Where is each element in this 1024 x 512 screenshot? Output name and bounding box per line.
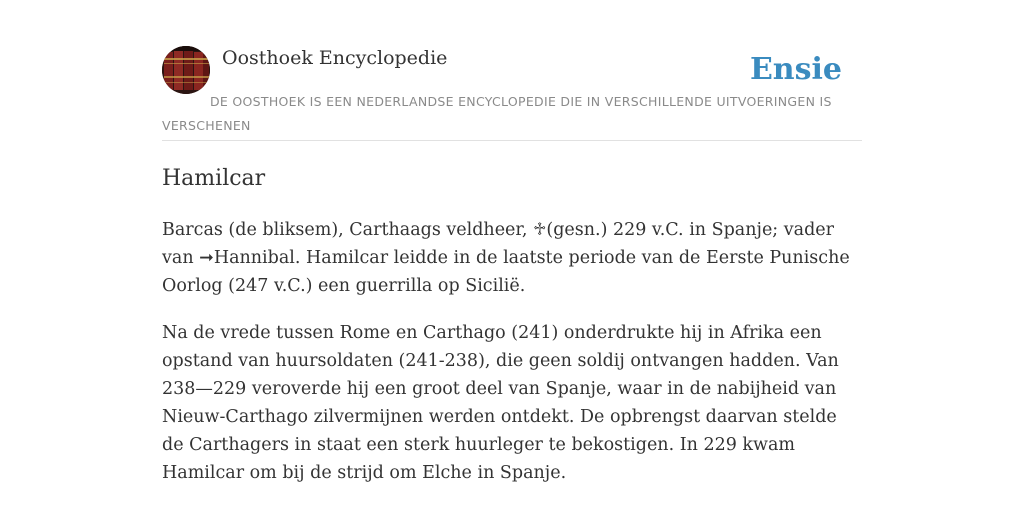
article-paragraph: Na de vrede tussen Rome en Carthago (241) onderdrukte hij in Afrika een opstand van huursoldaten (241-238), die geen soldij ontvangen hadden. Van 238—229 veroverde hij een groot deel van Spanje, waar in de nabijheid van Nieuw-Carthago zilvermijnen werden ontdekt. De opbrengst daarvan stelde de Carthagers in staat een sterk huurleger te bekostigen. In 229 kwam Hamilcar om bij de strijd om Elche in Spanje. — [162, 323, 839, 483]
encyclopedia-books-icon[interactable] — [162, 46, 210, 94]
site-tagline: DE OOSTHOEK IS EEN NEDERLANDSE ENCYCLOPEDIE DIE IN VERSCHILLENDE UITVOERINGEN IS VERSCHENEN — [162, 94, 832, 133]
article-title: Hamilcar — [162, 166, 266, 191]
site-name[interactable]: Oosthoek Encyclopedie — [222, 47, 448, 69]
article-body — [162, 216, 858, 506]
brand-logo[interactable]: Ensie — [749, 52, 842, 87]
article-paragraph: Barcas (de bliksem), Carthaags veldheer, ♱(gesn.) 229 v.C. in Spanje; vader van ➞Hannibal. Hamilcar leidde in de laatste periode van de Eerste Punische Oorlog (247 v.C.) een guerrilla op Sicilië. — [162, 220, 850, 296]
site-header — [162, 46, 862, 141]
